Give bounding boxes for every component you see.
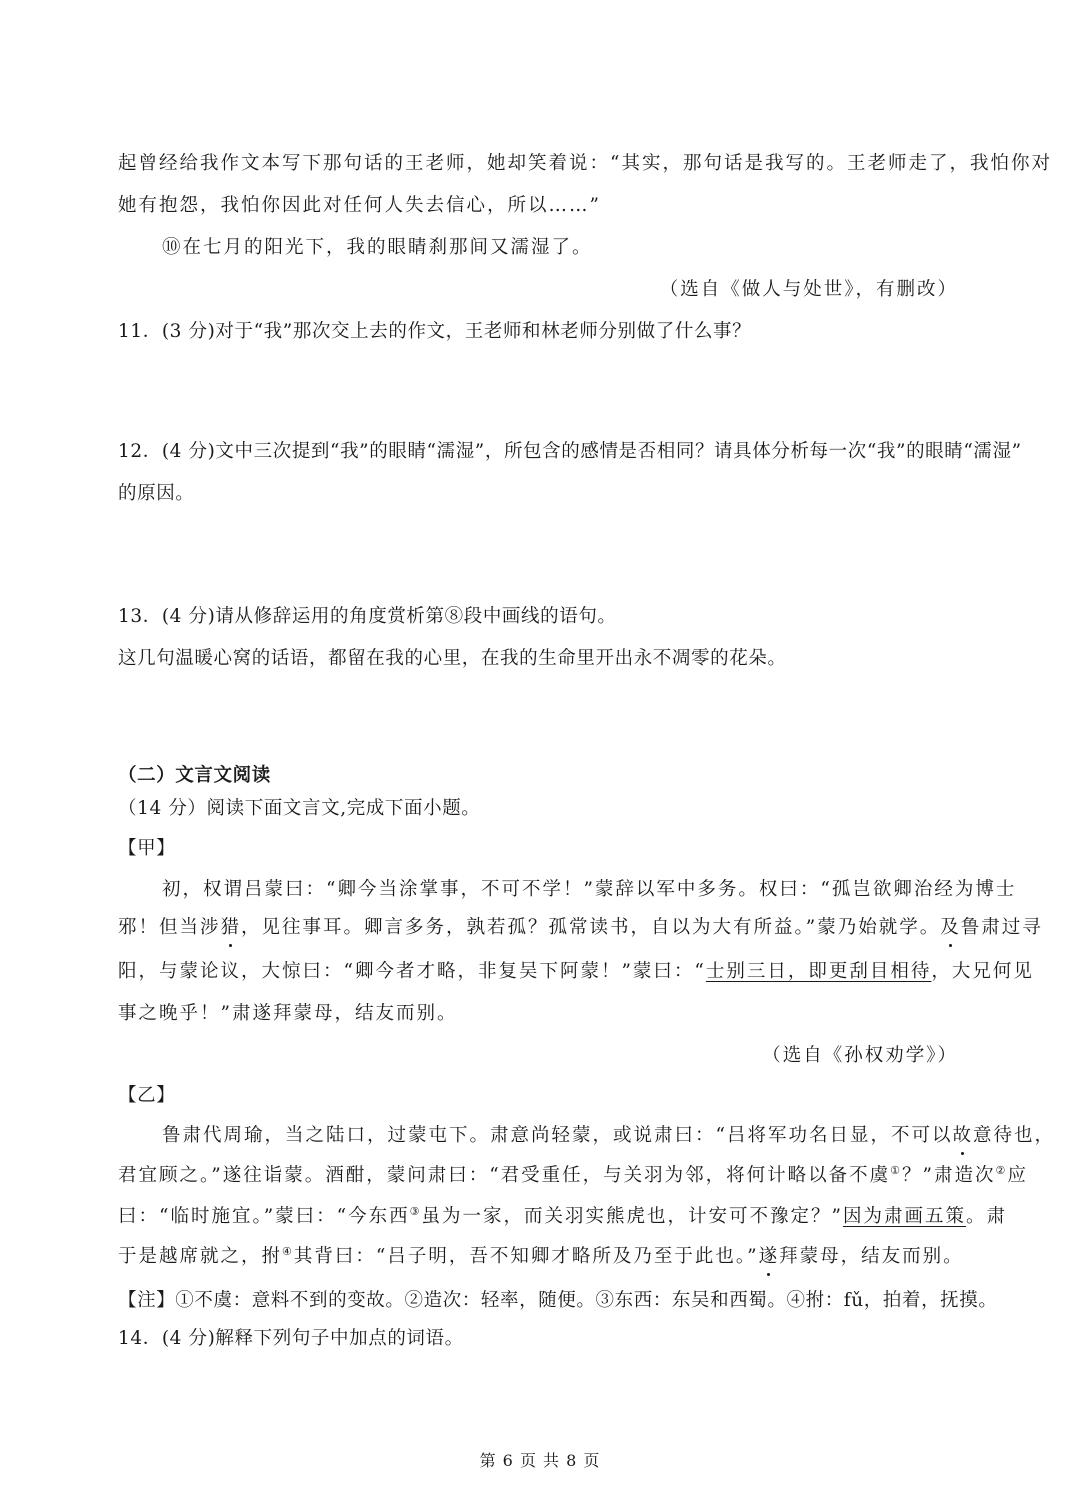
underlined-sentence-yi: 因为肃画五策 (842, 1206, 966, 1227)
yi-line-2: 君宜顾之。”遂往诣蒙。酒酣，蒙问肃曰：“君受重任，与关羽为邻，将何计略以备不虞①？”肃造次②应 (118, 1164, 1028, 1186)
jia-line-4: 事之晚乎！”肃遂拜蒙母，结友而别。 (118, 1003, 458, 1024)
story-line-1: 起曾经给我作文本写下那句话的王老师，她却笑着说：“其实，那句话是我写的。王老师走了，我怕你对 (118, 153, 1052, 174)
label-yi: 【乙】 (118, 1085, 176, 1106)
yi-line-4: 于是越席就之，拊④其背曰：“吕子明，吾不知卿才略所及乃至于此也。”遂拜蒙母，结友而别。 (118, 1243, 968, 1271)
underlined-sentence-jia: 士别三日，即更刮目相待 (705, 961, 932, 982)
question-14: 14．(4 分)解释下列句子中加点的词语。 (118, 1328, 464, 1349)
question-13-quote: 这几句温暖心窝的话语，都留在我的心里，在我的生命里开出永不凋零的花朵。 (118, 648, 787, 669)
jia-source: （选自《孙权劝学》） (762, 1045, 958, 1066)
note-ref-2: ② (995, 1164, 1008, 1177)
section-intro: （14 分）阅读下面文言文,完成下面小题。 (118, 798, 481, 819)
page-footer: 第 6 页 共 8 页 (479, 1451, 601, 1470)
note-ref-4: ④ (282, 1245, 294, 1258)
note-ref-3: ③ (409, 1205, 422, 1218)
story-line-2: 她有抱怨，我怕你因此对任何人失去信心，所以……” (118, 195, 601, 216)
jia-line-3: 阳，与蒙论议，大惊曰：“卿今者才略，非复吴下阿蒙！”蒙曰：“士别三日，即更刮目相待，大兄何见 (118, 961, 1034, 982)
question-12-line-2: 的原因。 (118, 483, 195, 504)
dotted-word-ji: 及 (940, 914, 961, 942)
label-jia: 【甲】 (118, 838, 176, 859)
question-11: 11．(3 分)对于“我”那次交上去的作文，王老师和林老师分别做了什么事？ (118, 321, 752, 342)
question-12-line-1: 12．(4 分)文中三次提到“我”的眼睛“濡湿”，所包含的感情是否相同？请具体分析每一次“我”的眼睛“濡湿” (118, 441, 1022, 462)
notes: 【注】①不虞：意料不到的变故。②造次：轻率，随便。③东西：东吴和西蜀。④拊：fǔ，拍着，抚摸。 (118, 1290, 998, 1311)
yi-line-1: 鲁肃代周瑜，当之陆口，过蒙屯下。肃意尚轻蒙，或说肃曰：“吕将军功名日显，不可以故意待也， (162, 1122, 1012, 1150)
story-paragraph-10: ⑩在七月的阳光下，我的眼睛刹那间又濡湿了。 (162, 237, 593, 258)
question-13: 13．(4 分)请从修辞运用的角度赏析第⑧段中画线的语句。 (118, 606, 617, 627)
yi-line-3: 曰：“临时施宜。”蒙曰：“今东西③虽为一家，而关羽实熊虎也，计安可不豫定？”因为肃画五策。肃 (118, 1205, 1007, 1227)
story-source: （选自《做人与处世》，有删改） (659, 279, 958, 300)
dotted-word-sui: 遂 (759, 1243, 780, 1271)
jia-line-1: 初，权谓吕蒙曰：“卿今当涂掌事，不可不学！”蒙辞以军中多务。权曰：“孤岂欲卿治经为博士 (162, 879, 1017, 900)
note-ref-1: ① (890, 1164, 903, 1177)
dotted-word-gu: 故 (952, 1122, 973, 1150)
dotted-word-lie: 猎 (221, 914, 242, 942)
section-heading: （二）文言文阅读 (118, 765, 271, 786)
jia-line-2: 邪！但当涉猎，见往事耳。卿言多务，孰若孤？孤常读书，自以为大有所益。”蒙乃始就学。及鲁肃过寻 (118, 914, 968, 942)
